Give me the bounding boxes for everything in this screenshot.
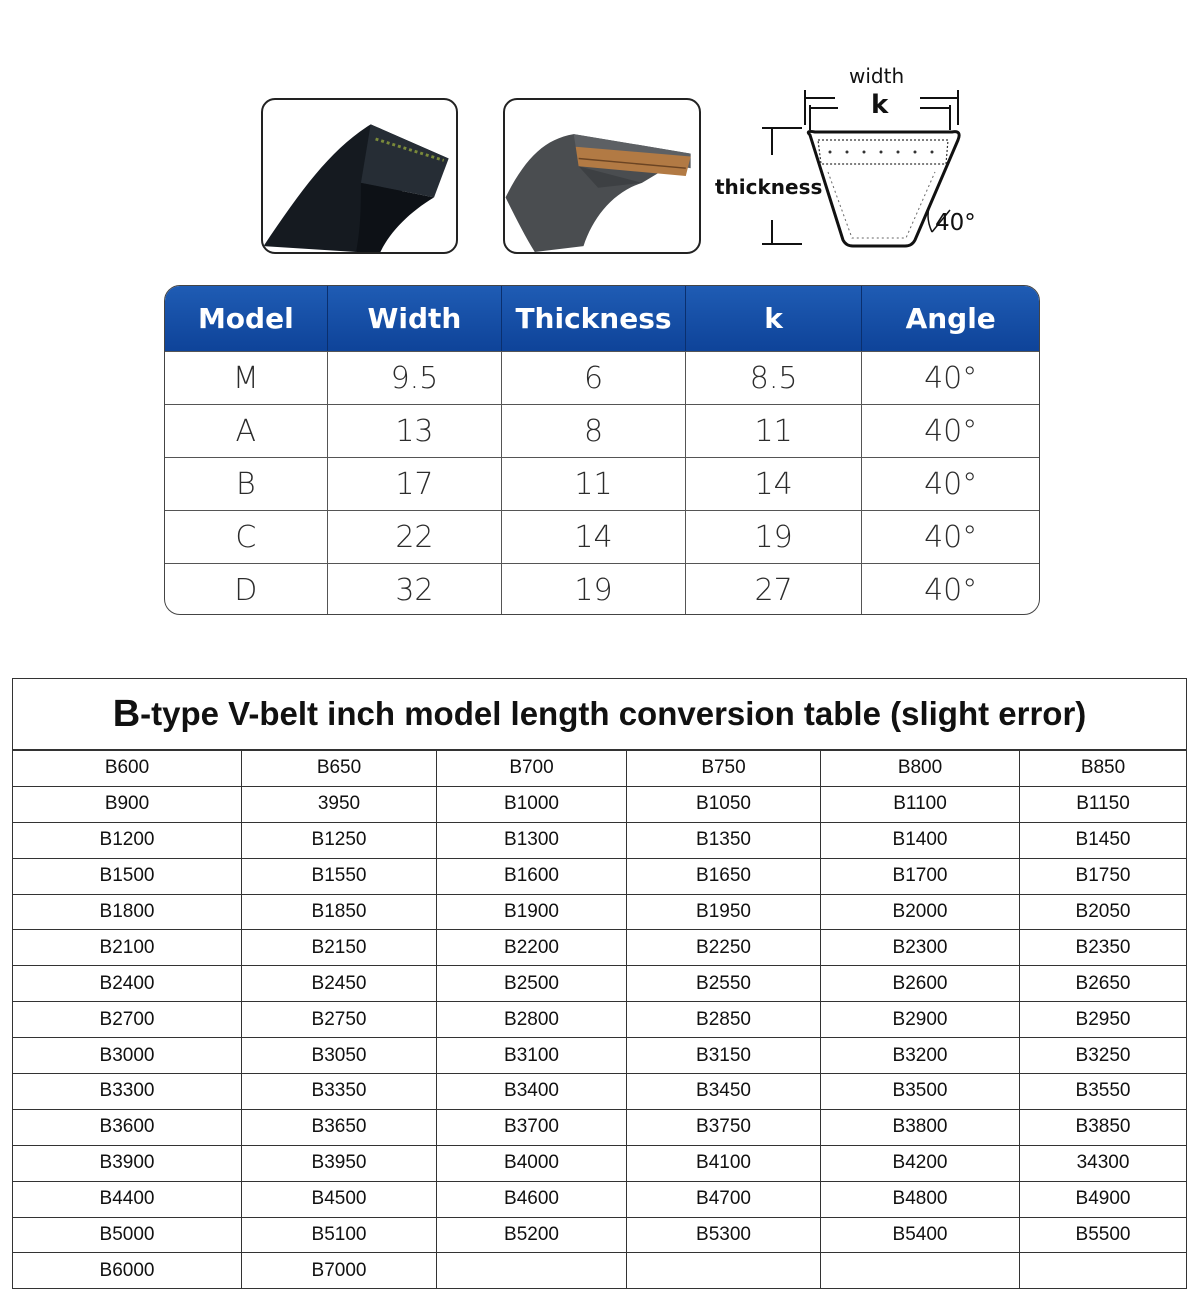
k-label: k — [871, 90, 889, 120]
table-cell: B5100 — [242, 1218, 437, 1253]
spec-table-cell: 19 — [502, 564, 686, 615]
table-cell: B800 — [821, 751, 1020, 786]
conversion-table-title — [13, 679, 1186, 751]
table-cell: B1100 — [821, 787, 1020, 822]
table-row — [13, 1218, 1186, 1254]
spec-table-cell: B — [165, 458, 328, 510]
table-cell: B1400 — [821, 823, 1020, 858]
table-row — [13, 966, 1186, 1002]
table-cell: B2300 — [821, 930, 1020, 965]
table-cell: B3900 — [13, 1146, 242, 1181]
table-cell: 34300 — [1076, 1152, 1130, 1174]
table-cell: B1850 — [242, 895, 437, 930]
table-cell: B2100 — [13, 930, 242, 965]
table-cell: B2900 — [821, 1002, 1020, 1037]
table-cell: B1700 — [821, 859, 1020, 894]
table-cell: B4100 — [627, 1146, 821, 1181]
width-label: width — [849, 64, 905, 88]
table-cell: B1350 — [627, 823, 821, 858]
spec-table-row — [165, 510, 1039, 563]
table-row — [13, 1182, 1186, 1218]
spec-table-row — [165, 404, 1039, 457]
table-cell — [627, 1253, 821, 1288]
spec-table-cell: D — [165, 564, 328, 615]
table-cell: B1300 — [437, 823, 627, 858]
table-cell: B2250 — [627, 930, 821, 965]
table-cell: B4000 — [437, 1146, 627, 1181]
table-row — [13, 787, 1186, 823]
table-cell — [821, 1253, 1020, 1288]
table-cell: B3550 — [1075, 1080, 1131, 1102]
table-cell: B2750 — [242, 1002, 437, 1037]
table-cell: B1200 — [13, 823, 242, 858]
spec-table-header — [165, 286, 1039, 351]
angle-label: 40° — [935, 210, 976, 236]
table-row — [13, 1074, 1186, 1110]
table-row — [13, 1110, 1186, 1146]
table-cell: B4900 — [1075, 1188, 1131, 1210]
table-cell: B7000 — [242, 1253, 437, 1288]
table-cell: B5200 — [437, 1218, 627, 1253]
table-cell: B2450 — [242, 966, 437, 1001]
v-belt-black-illustration — [263, 100, 456, 252]
table-cell: B3850 — [1075, 1116, 1131, 1138]
table-cell: B3600 — [13, 1110, 242, 1145]
table-cell: B2200 — [437, 930, 627, 965]
table-cell: B5300 — [627, 1218, 821, 1253]
table-cell: B3350 — [242, 1074, 437, 1109]
table-cell: B2850 — [627, 1002, 821, 1037]
table-cell: B3500 — [821, 1074, 1020, 1109]
title-prefix: B — [112, 692, 141, 735]
title-text: -type V-belt inch model length conversion table (slight error) — [140, 695, 1087, 732]
table-cell: B4500 — [242, 1182, 437, 1217]
table-cell — [1020, 1253, 1186, 1288]
table-cell: 3950 — [242, 787, 437, 822]
table-cell: B2350 — [1075, 936, 1131, 958]
spec-table-cell: 40° — [924, 519, 978, 555]
table-cell — [437, 1253, 627, 1288]
table-cell: B2700 — [13, 1002, 242, 1037]
spec-table-cell: 9.5 — [328, 352, 503, 404]
spec-table-cell: 14 — [686, 458, 863, 510]
table-cell: B850 — [1080, 757, 1126, 779]
spec-table-cell: 6 — [502, 352, 686, 404]
header-model: Model — [165, 286, 328, 351]
spec-table-cell: 14 — [502, 511, 686, 563]
table-cell: B4800 — [821, 1182, 1020, 1217]
table-row — [13, 823, 1186, 859]
spec-table-cell: M — [165, 352, 328, 404]
table-row — [13, 930, 1186, 966]
table-row — [13, 895, 1186, 931]
table-cell: B1650 — [627, 859, 821, 894]
table-cell: B2050 — [1075, 901, 1131, 922]
table-row — [13, 1146, 1186, 1182]
table-cell: B3700 — [437, 1110, 627, 1145]
header-thickness: Thickness — [502, 286, 686, 351]
spec-table-cell: 22 — [328, 511, 503, 563]
spec-table-cell: A — [165, 405, 328, 457]
v-belt-section-illustration — [505, 100, 699, 252]
table-row — [13, 751, 1186, 787]
table-cell: B3800 — [821, 1110, 1020, 1145]
table-row — [13, 1253, 1186, 1289]
header-angle: Angle — [905, 302, 996, 335]
table-cell: B2400 — [13, 966, 242, 1001]
header-width: Width — [328, 286, 503, 351]
table-cell: B2500 — [437, 966, 627, 1001]
table-cell: B1750 — [1075, 865, 1131, 887]
table-cell: B3000 — [13, 1038, 242, 1073]
table-cell: B900 — [13, 787, 242, 822]
table-cell: B4600 — [437, 1182, 627, 1217]
spec-table-cell: 19 — [686, 511, 863, 563]
table-cell: B4700 — [627, 1182, 821, 1217]
table-cell: B2150 — [242, 930, 437, 965]
spec-table-cell: 40° — [924, 466, 978, 502]
table-cell: B1150 — [1076, 793, 1130, 815]
table-cell: B1000 — [437, 787, 627, 822]
table-cell: B3100 — [437, 1038, 627, 1073]
table-cell: B5000 — [13, 1218, 242, 1253]
table-cell: B1550 — [242, 859, 437, 894]
table-cell: B1500 — [13, 859, 242, 894]
table-cell: B2800 — [437, 1002, 627, 1037]
spec-table-cell: 17 — [328, 458, 503, 510]
table-cell: B3200 — [821, 1038, 1020, 1073]
table-cell: B600 — [13, 751, 242, 786]
table-cell: B3300 — [13, 1074, 242, 1109]
table-cell: B650 — [242, 751, 437, 786]
table-cell: B4200 — [821, 1146, 1020, 1181]
table-cell: B1050 — [627, 787, 821, 822]
table-cell: B3450 — [627, 1074, 821, 1109]
belt-spec-table — [164, 285, 1040, 615]
spec-table-row — [165, 457, 1039, 510]
spec-table-cell: 40° — [924, 572, 978, 608]
length-conversion-table — [12, 678, 1187, 1289]
table-cell: B2550 — [627, 966, 821, 1001]
table-cell: B2600 — [821, 966, 1020, 1001]
spec-table-cell: 40° — [924, 360, 978, 396]
spec-table-cell: C — [165, 511, 328, 563]
table-cell: B5500 — [1075, 1224, 1131, 1246]
spec-table-cell: 11 — [502, 458, 686, 510]
table-cell: B1800 — [13, 895, 242, 930]
table-row — [13, 859, 1186, 895]
spec-table-cell: 11 — [686, 405, 863, 457]
table-cell: B2000 — [821, 895, 1020, 930]
belt-cross-section-diagram — [710, 60, 1010, 260]
header-k: k — [686, 286, 863, 351]
v-belt-photo-black — [261, 98, 458, 254]
table-cell: B3400 — [437, 1074, 627, 1109]
conversion-table-body — [13, 751, 1186, 1289]
table-cell: B1900 — [437, 895, 627, 930]
table-cell: B1250 — [242, 823, 437, 858]
v-belt-photo-section — [503, 98, 701, 254]
table-cell: B1600 — [437, 859, 627, 894]
spec-table-cell: 8 — [502, 405, 686, 457]
spec-table-cell: 8.5 — [686, 352, 863, 404]
table-row — [13, 1038, 1186, 1074]
table-cell: B2950 — [1075, 1008, 1131, 1030]
spec-table-row — [165, 351, 1039, 404]
spec-table-body — [165, 351, 1039, 615]
table-cell: B1950 — [627, 895, 821, 930]
table-cell: B6000 — [13, 1253, 242, 1288]
table-cell: B4400 — [13, 1182, 242, 1217]
table-cell: B1450 — [1075, 829, 1131, 851]
spec-table-cell: 40° — [924, 413, 978, 449]
table-cell: B3150 — [627, 1038, 821, 1073]
table-cell: B3250 — [1075, 1044, 1131, 1066]
table-cell: B750 — [627, 751, 821, 786]
table-cell: B700 — [437, 751, 627, 786]
table-cell: B2650 — [1075, 972, 1131, 994]
table-cell: B5400 — [821, 1218, 1020, 1253]
spec-table-cell: 32 — [328, 564, 503, 615]
table-cell: B3950 — [242, 1146, 437, 1181]
table-cell: B3750 — [627, 1110, 821, 1145]
spec-table-cell: 13 — [328, 405, 503, 457]
table-row — [13, 1002, 1186, 1038]
spec-table-cell: 27 — [686, 564, 863, 615]
spec-table-row — [165, 563, 1039, 615]
table-cell: B3050 — [242, 1038, 437, 1073]
thickness-label: thickness — [715, 175, 823, 199]
table-cell: B3650 — [242, 1110, 437, 1145]
